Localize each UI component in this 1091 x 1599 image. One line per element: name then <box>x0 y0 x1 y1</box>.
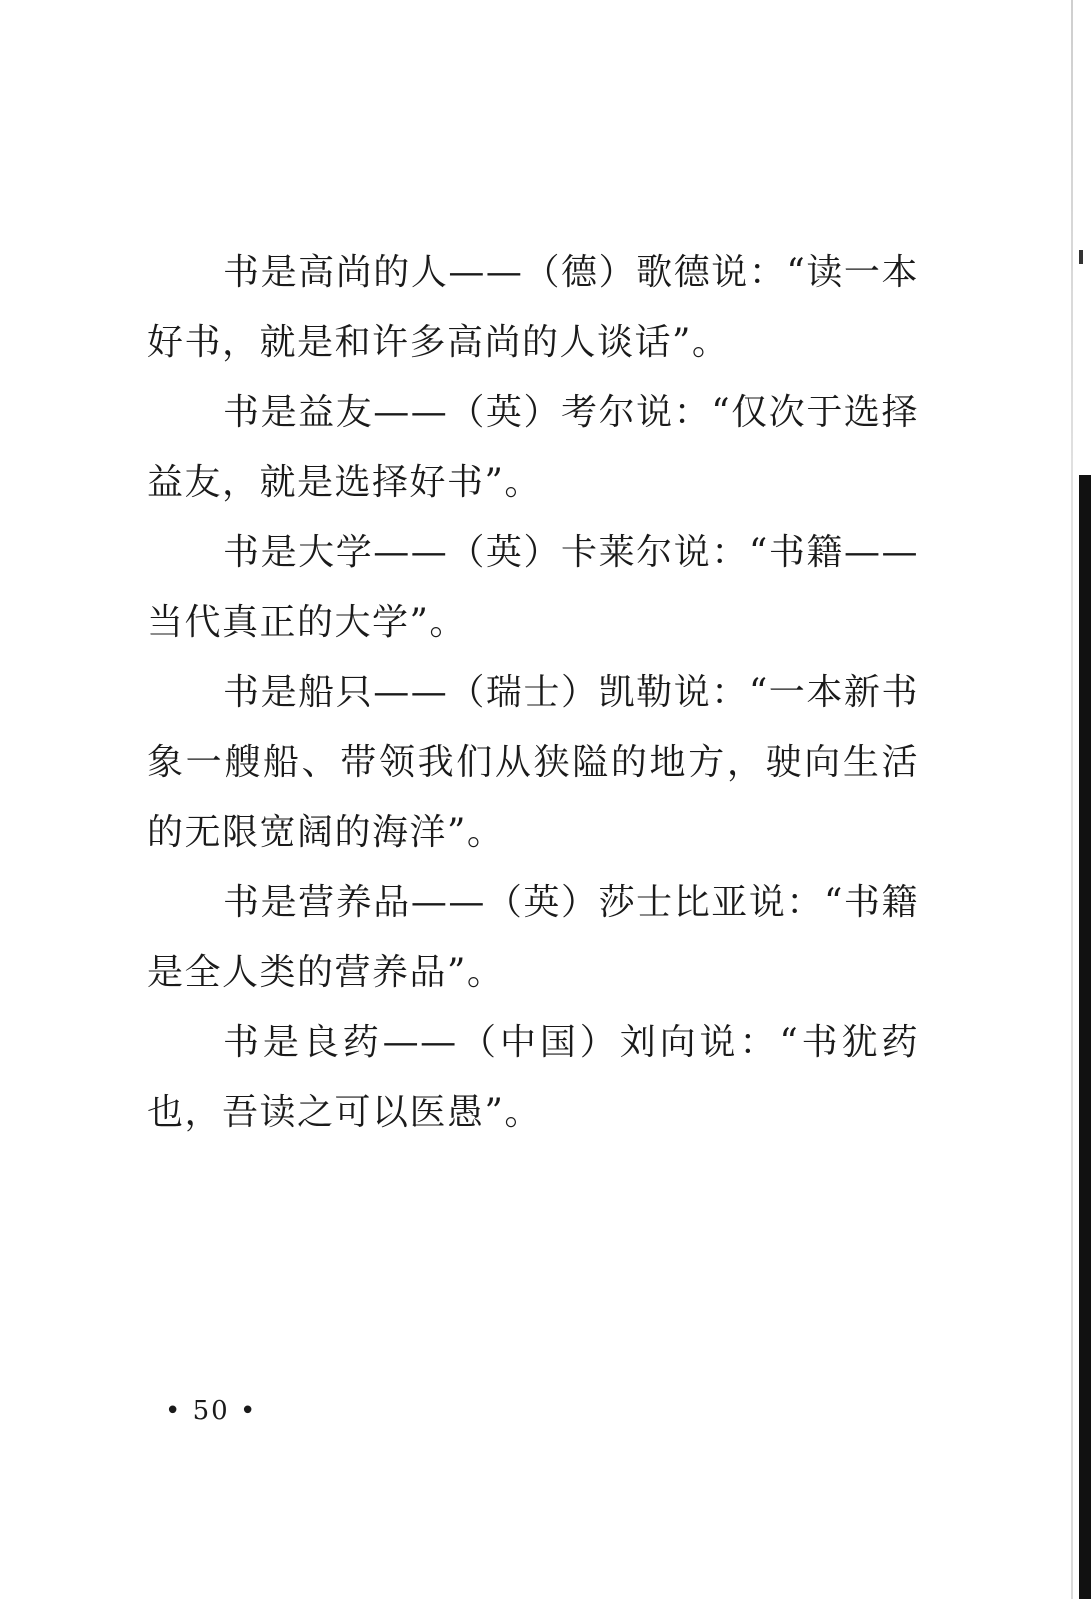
quote-paragraph-shakespeare: 书是营养品——（英）莎士比亚说：“书籍是全人类的营养品”。 <box>147 882 919 993</box>
quote-paragraph-goethe: 书是高尚的人——（德）歌德说：“读一本好书，就是和许多高尚的人谈话”。 <box>147 252 919 363</box>
page-number: • 50 • <box>165 1396 258 1426</box>
scan-edge-mark <box>1079 250 1083 264</box>
quote-paragraph-liuxiang: 书是良药——（中国）刘向说：“书犹药也，吾读之可以医愚”。 <box>147 1022 919 1133</box>
scan-edge-shadow <box>1079 475 1091 1599</box>
quote-paragraph-carlyle: 书是大学——（英）卡莱尔说：“书籍——当代真正的大学”。 <box>147 532 919 643</box>
quote-paragraph-keller: 书是船只——（瑞士）凯勒说：“一本新书象一艘船、带领我们从狭隘的地方，驶向生活的无限宽阔的海洋”。 <box>147 672 919 853</box>
scan-edge-line <box>1071 0 1073 1599</box>
page-body <box>147 238 919 1148</box>
quote-paragraph-kaul: 书是益友——（英）考尔说：“仅次于选择益友，就是选择好书”。 <box>147 392 919 503</box>
